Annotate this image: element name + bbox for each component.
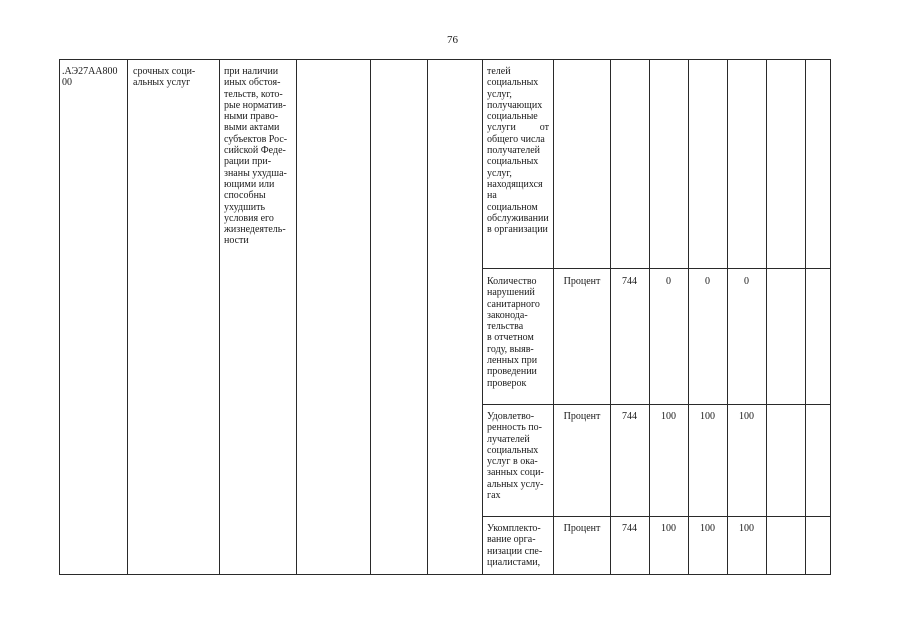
column-line (427, 59, 428, 575)
unit-cell: Процент (563, 276, 601, 287)
unit-cell: Процент (563, 523, 601, 534)
column-line (127, 59, 128, 575)
value-cell: 100 (739, 523, 754, 534)
indicator-name-cell: Количество нарушений санитарного законода- тельства в отчетном году, выяв- ленных при проведении проверок (487, 276, 540, 389)
indicator-name-cell: телей социальных услуг, получающих социальные услуги от общего числа получателей социальных услуг, находящихся на социальном обслуживании в организации (487, 66, 549, 236)
row-divider (482, 516, 831, 517)
value-cell: 100 (661, 523, 676, 534)
page-number: 76 (447, 34, 458, 46)
indicator-name-cell: Удовлетво- ренность по- лучателей социальных услуг в ока- занных соци- альных услу- гах (487, 411, 544, 502)
column-line (805, 59, 806, 575)
column-line (482, 59, 483, 575)
column-line (688, 59, 689, 575)
column-line (610, 59, 611, 575)
service-name-cell: срочных соци- альных услуг (133, 66, 196, 89)
unit-cell: Процент (563, 411, 601, 422)
column-line (296, 59, 297, 575)
value-cell: 0 (744, 276, 749, 287)
column-line (727, 59, 728, 575)
okei-code-cell: 744 (622, 411, 637, 422)
service-code-cell: .АЭ27АА800 00 (62, 66, 118, 89)
column-line (219, 59, 220, 575)
okei-code-cell: 744 (622, 276, 637, 287)
table-top-border (59, 59, 831, 60)
column-line (830, 59, 831, 575)
column-line (766, 59, 767, 575)
table-bottom-border (59, 574, 831, 575)
value-cell: 0 (705, 276, 710, 287)
value-cell: 0 (666, 276, 671, 287)
condition-cell: при наличии иных обстоя- тельств, кото- рые норматив- ными право- выми актами субъектов Рос- сийской Феде- рации при- знаны ухудша- ющими или способны ухудшить условия его жизнедеятель- ности (224, 66, 288, 247)
indicator-name-cell: Укомплекто- вание орга- низации спе- циалистами, (487, 523, 543, 568)
row-divider (482, 404, 831, 405)
column-line (649, 59, 650, 575)
value-cell: 100 (739, 411, 754, 422)
column-line (59, 59, 60, 575)
column-line (370, 59, 371, 575)
okei-code-cell: 744 (622, 523, 637, 534)
value-cell: 100 (661, 411, 676, 422)
value-cell: 100 (700, 523, 715, 534)
value-cell: 100 (700, 411, 715, 422)
column-line (553, 59, 554, 575)
row-divider (482, 268, 831, 269)
